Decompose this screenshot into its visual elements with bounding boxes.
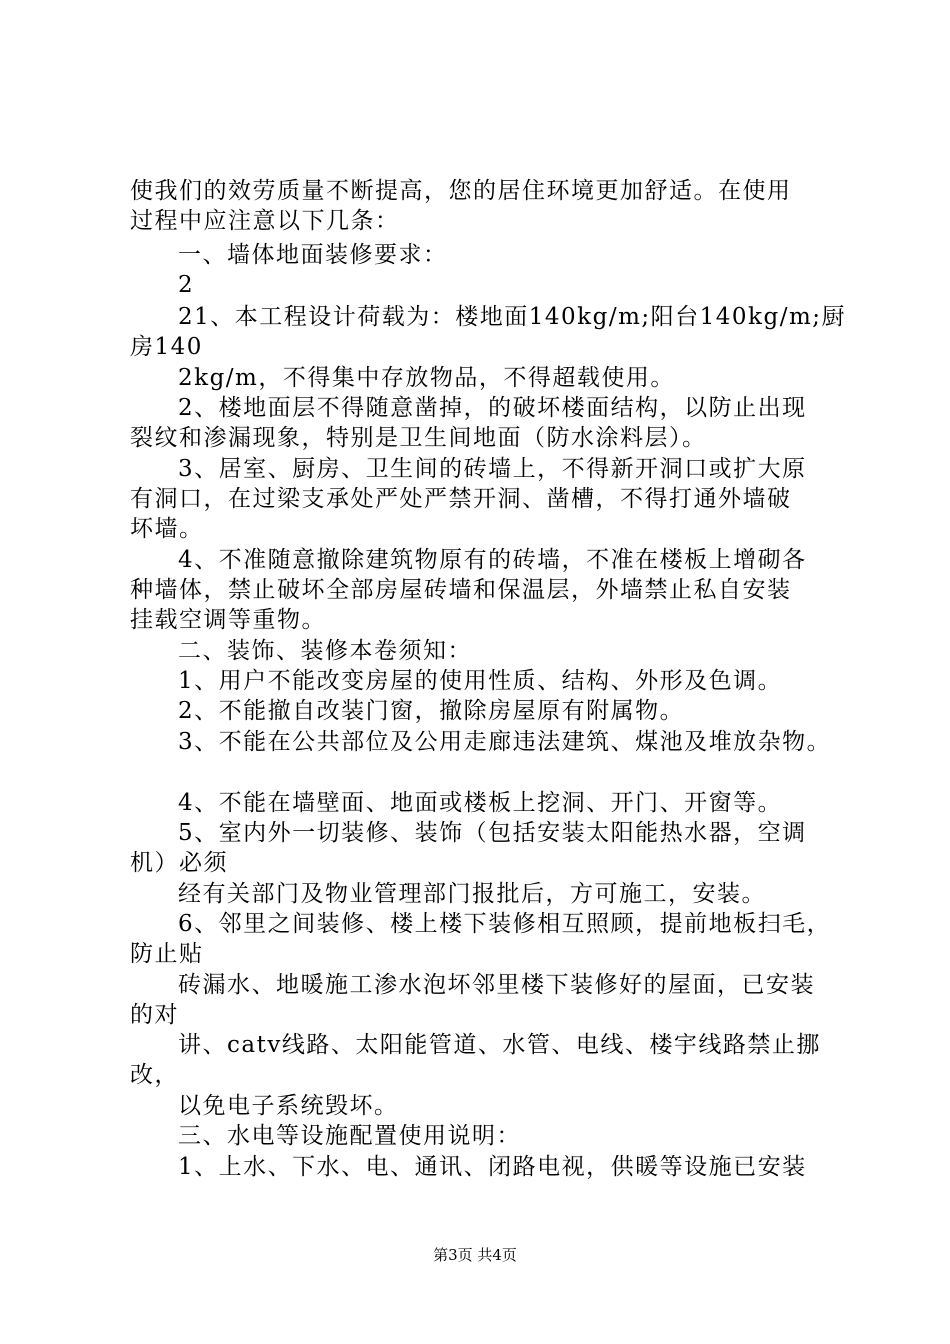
text-line: 有洞口，在过梁支承处严处严禁开洞、凿槽，不得打通外墙破 bbox=[130, 486, 792, 512]
section-heading: 二、装饰、装修本卷须知： bbox=[178, 638, 472, 664]
text-line: 5、室内外一切装修、装饰（包括安装太阳能热水器，空调 bbox=[178, 820, 807, 846]
text-line: 3、不能在公共部位及公用走廊违法建筑、煤池及堆放杂物。 bbox=[178, 729, 832, 755]
text-line: 2 bbox=[178, 272, 195, 298]
text-line: 2、楼地面层不得随意凿掉，的破坏楼面结构，以防止出现 bbox=[178, 395, 807, 421]
text-line: 经有关部门及物业管理部门报批后，方可施工，安装。 bbox=[178, 881, 766, 907]
text-line: 房140 bbox=[130, 334, 203, 360]
text-line: 6、邻里之间装修、楼上楼下装修相互照顾，提前地板扫毛， bbox=[178, 911, 832, 937]
text-line: 21、本工程设计荷载为：楼地面140kg/m;阳台140kg/m;厨 bbox=[178, 304, 847, 330]
text-line: 2、不能撤自改装门窗，撤除房屋原有附属物。 bbox=[178, 698, 685, 724]
text-line: 4、不能在墙壁面、地面或楼板上挖洞、开门、开窗等。 bbox=[178, 790, 783, 816]
text-line: 坏墙。 bbox=[130, 516, 204, 542]
text-line: 2kg/m，不得集中存放物品，不得超载使用。 bbox=[178, 365, 675, 391]
text-line: 4、不准随意撤除建筑物原有的砖墙，不准在楼板上增砌各 bbox=[178, 547, 807, 573]
text-line: 过程中应注意以下几条： bbox=[130, 208, 400, 234]
page-number-footer: 第3页 共4页 bbox=[433, 1246, 517, 1264]
text-line: 挂载空调等重物。 bbox=[130, 607, 326, 633]
text-line: 讲、catv线路、太阳能管道、水管、电线、楼宇线路禁止挪 bbox=[178, 1032, 821, 1058]
text-line: 裂纹和渗漏现象，特别是卫生间地面（防水涂料层）。 bbox=[130, 425, 707, 451]
text-line: 的对 bbox=[130, 1002, 179, 1028]
text-line: 机）必须 bbox=[130, 850, 228, 876]
text-line: 3、居室、厨房、卫生间的砖墙上，不得新开洞口或扩大原 bbox=[178, 456, 807, 482]
text-line: 1、用户不能改变房屋的使用性质、结构、外形及色调。 bbox=[178, 668, 783, 694]
section-heading: 三、水电等设施配置使用说明： bbox=[178, 1123, 521, 1149]
section-heading: 一、墙体地面装修要求： bbox=[178, 242, 448, 268]
text-line: 砖漏水、地暖施工渗水泡坏邻里楼下装修好的屋面，已安装 bbox=[178, 972, 815, 998]
text-line: 改， bbox=[130, 1062, 179, 1088]
text-line: 种墙体，禁止破坏全部房屋砖墙和保温层，外墙禁止私自安装 bbox=[130, 577, 792, 603]
text-line: 防止贴 bbox=[130, 941, 204, 967]
text-line: 1、上水、下水、电、通讯、闭路电视，供暖等设施已安装 bbox=[178, 1154, 807, 1180]
text-line: 使我们的效劳质量不断提高，您的居住环境更加舒适。在使用 bbox=[130, 178, 792, 204]
text-line: 以免电子系统毁坏。 bbox=[178, 1093, 399, 1119]
